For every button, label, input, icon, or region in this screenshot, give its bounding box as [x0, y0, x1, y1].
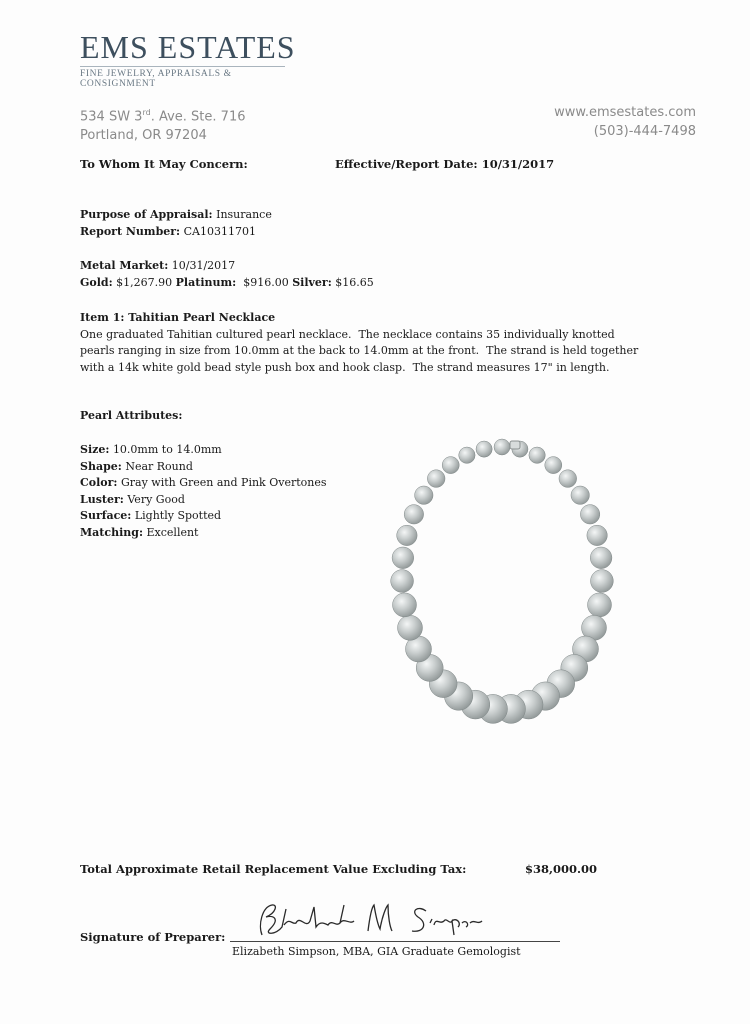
- total-value-amount: $38,000.00: [525, 862, 598, 876]
- metal-prices-row: Gold: $1,267.90 Platinum: $916.00 Silver: $16.65: [80, 275, 374, 289]
- attribute-row: Size: 10.0mm to 14.0mm: [80, 443, 222, 456]
- pearl: [427, 470, 445, 488]
- pearl: [590, 547, 612, 569]
- signature-line: [230, 941, 560, 942]
- pearl: [571, 486, 589, 504]
- attributes-heading: Pearl Attributes:: [80, 409, 183, 422]
- pearl: [397, 525, 417, 545]
- pearl: [545, 457, 562, 474]
- purpose-row: Purpose of Appraisal: Insurance: [80, 208, 272, 221]
- company-contact: [554, 103, 696, 141]
- pearl-necklace-photo: [380, 425, 625, 725]
- address-line-2: Portland, OR 97204: [80, 128, 207, 144]
- pearl: [529, 447, 545, 463]
- pearl: [494, 439, 510, 455]
- company-tagline: FINE JEWELRY, APPRAISALS & CONSIGNMENT: [80, 66, 285, 89]
- handwritten-signature: [240, 895, 490, 945]
- address-line-1: 534 SW 3rd. Ave. Ste. 716: [80, 108, 246, 125]
- website: www.emsestates.com: [554, 105, 696, 120]
- company-name: EMS ESTATES: [80, 29, 296, 65]
- attribute-row: Color: Gray with Green and Pink Overtones: [80, 476, 327, 489]
- report-number-row: Report Number: CA10311701: [80, 224, 256, 238]
- phone: (503)-444-7498: [593, 124, 696, 139]
- pearl: [415, 486, 433, 504]
- attribute-row: Matching: Excellent: [80, 525, 199, 539]
- total-value-label: Total Approximate Retail Replacement Value Excluding Tax:: [80, 862, 467, 876]
- attribute-row: Surface: Lightly Spotted: [80, 509, 222, 522]
- preparer-name: Elizabeth Simpson, MBA, GIA Graduate Gemologist: [232, 945, 521, 958]
- pearl: [588, 593, 612, 617]
- item-description: One graduated Tahitian cultured pearl necklace. The necklace contains 35 individually knotted pearls ranging in size from 10.0mm at the back to 14.0mm at the front. The strand is held together with a 14k white gold bead style push box and hook clasp. The strand measures 17" in length.: [80, 327, 642, 374]
- attributes-list: [80, 442, 380, 541]
- pearl: [404, 505, 423, 524]
- pearl: [392, 547, 414, 569]
- company-address: [80, 103, 245, 145]
- pearl: [591, 570, 614, 593]
- attribute-row: Luster: Very Good: [80, 492, 185, 506]
- pearl: [459, 447, 475, 463]
- pearl: [391, 570, 414, 593]
- company-logo: [80, 30, 296, 89]
- pearl: [559, 470, 577, 488]
- item-section: [80, 310, 650, 376]
- pearl: [393, 593, 417, 617]
- pearl: [587, 525, 607, 545]
- pearl: [580, 505, 599, 524]
- metal-market: [80, 258, 650, 291]
- pearl: [442, 457, 459, 474]
- effective-date: Effective/Report Date: 10/31/2017: [335, 157, 555, 171]
- attribute-row: Shape: Near Round: [80, 459, 193, 473]
- item-title: Item 1: Tahitian Pearl Necklace: [80, 311, 276, 324]
- signature-label: Signature of Preparer:: [80, 930, 226, 944]
- pearl: [398, 615, 423, 640]
- salutation: To Whom It May Concern:: [80, 157, 248, 171]
- metal-market-row: Metal Market: 10/31/2017: [80, 259, 236, 272]
- report-info: [80, 207, 650, 240]
- clasp: [510, 441, 520, 449]
- pearl: [476, 441, 492, 457]
